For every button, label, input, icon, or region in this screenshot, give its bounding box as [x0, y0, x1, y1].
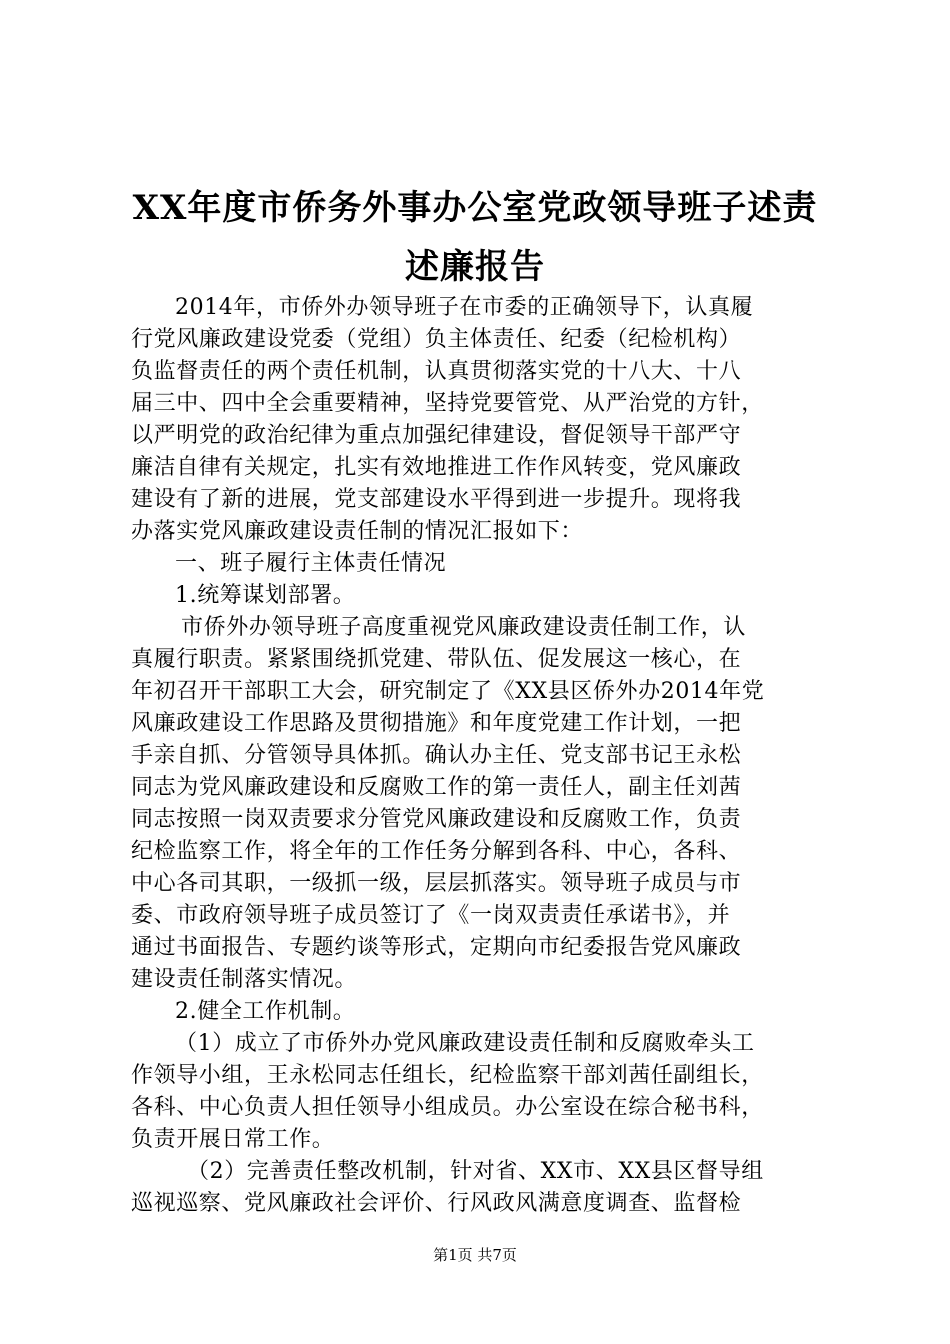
body-line: 作领导小组，王永松同志任组长，纪检监察干部刘茜任副组长， — [131, 1063, 764, 1088]
page-number-footer: 第1页 共7页 — [433, 1246, 517, 1264]
subsection-heading: 1.统筹谋划部署。 — [175, 583, 356, 608]
body-line: 手亲自抓、分管领导具体抓。确认办主任、党支部书记王永松 — [131, 743, 742, 768]
body-line: （1）成立了市侨外办党风廉政建设责任制和反腐败牵头工 — [175, 1031, 755, 1056]
body-line: 通过书面报告、专题约谈等形式，定期向市纪委报告党风廉政 — [131, 935, 742, 960]
body-line: 各科、中心负责人担任领导小组成员。办公室设在综合秘书科， — [131, 1095, 764, 1120]
body-line: 同志为党风廉政建设和反腐败工作的第一责任人，副主任刘茜 — [131, 775, 742, 800]
document-body — [131, 292, 831, 1220]
body-line: 中心各司其职，一级抓一级，层层抓落实。领导班子成员与市 — [131, 871, 742, 896]
body-line: 建设有了新的进展，党支部建设水平得到进一步提升。现将我 — [131, 487, 742, 512]
section-heading: 一、班子履行主体责任情况 — [175, 551, 447, 576]
body-line: 纪检监察工作，将全年的工作任务分解到各科、中心，各科、 — [131, 839, 742, 864]
body-line: （2）完善责任整改机制，针对省、XX市、XX县区督导组 — [187, 1159, 764, 1184]
body-line: 年初召开干部职工大会，研究制定了《XX县区侨外办2014年党 — [131, 679, 765, 704]
body-line: 真履行职责。紧紧围绕抓党建、带队伍、促发展这一核心，在 — [131, 647, 742, 672]
body-line: 巡视巡察、党风廉政社会评价、行风政风满意度调查、监督检 — [131, 1191, 742, 1216]
body-line: 委、市政府领导班子成员签订了《一岗双责责任承诺书》，并 — [131, 903, 731, 928]
body-line: 办落实党风廉政建设责任制的情况汇报如下： — [131, 519, 584, 544]
body-line: 市侨外办领导班子高度重视党风廉政建设责任制工作，认 — [181, 615, 747, 640]
body-line: 负责开展日常工作。 — [131, 1127, 335, 1152]
body-line: 风廉政建设工作思路及贯彻措施》和年度党建工作计划，一把 — [131, 711, 742, 736]
body-line: 届三中、四中全会重要精神，坚持党要管党、从严治党的方针， — [131, 391, 764, 416]
body-line: 同志按照一岗双责要求分管党风廉政建设和反腐败工作，负责 — [131, 807, 742, 832]
body-line: 廉洁自律有关规定，扎实有效地推进工作作风转变，党风廉政 — [131, 455, 742, 480]
body-line: 建设责任制落实情况。 — [131, 967, 358, 992]
body-line: 以严明党的政治纪律为重点加强纪律建设，督促领导干部严守 — [131, 423, 742, 448]
subsection-heading: 2.健全工作机制。 — [175, 999, 356, 1024]
body-line: 2014年，市侨外办领导班子在市委的正确领导下，认真履 — [175, 295, 754, 320]
document-title-line-1: XX年度市侨务外事办公室党政领导班子述责 — [132, 188, 818, 228]
document-title-line-2: 述廉报告 — [405, 247, 545, 287]
body-line: 行党风廉政建设党委（党组）负主体责任、纪委（纪检机构） — [131, 327, 742, 352]
body-line: 负监督责任的两个责任机制，认真贯彻落实党的十八大、十八 — [131, 359, 742, 384]
